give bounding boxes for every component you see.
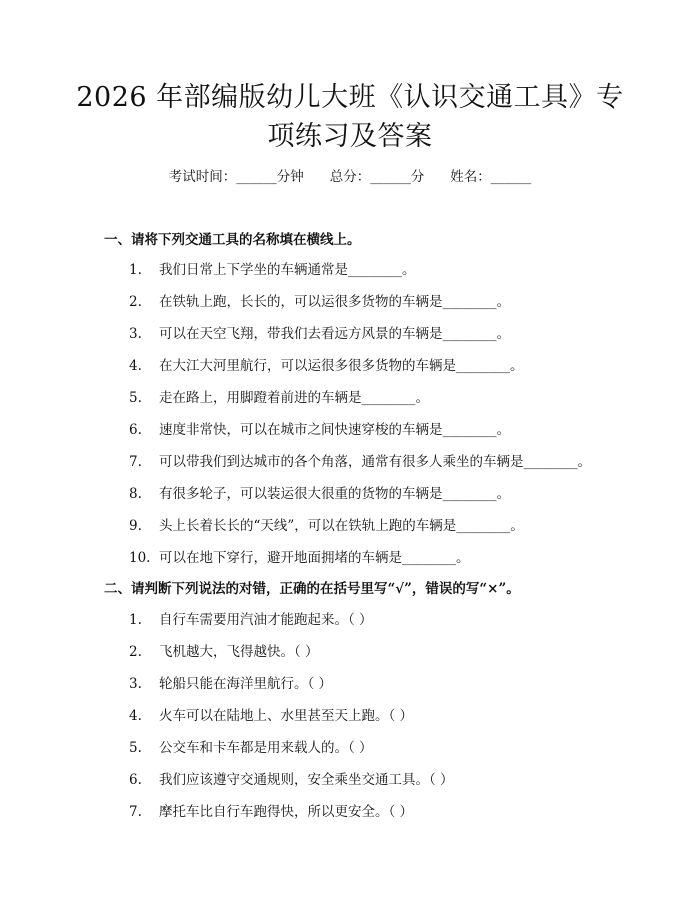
exam-meta (0, 166, 700, 188)
question-item (129, 291, 510, 313)
question-text: 走在路上，用脚蹬着前进的车辆是________。 (159, 390, 429, 406)
question-number: 7. (129, 804, 142, 820)
question-number: 9. (129, 518, 142, 534)
question-text: 我们应该遵守交通规则，安全乘坐交通工具。（ ） (159, 772, 454, 788)
document-title-line-2: 项练习及答案 (267, 121, 433, 152)
question-text: 可以在地下穿行，避开地面拥堵的车辆是________。 (159, 550, 470, 566)
question-item (129, 609, 373, 631)
question-number: 1. (129, 262, 142, 278)
question-text: 我们日常上下学坐的车辆通常是________。 (159, 262, 416, 278)
question-text: 公交车和卡车都是用来载人的。（ ） (159, 740, 373, 756)
question-item (129, 483, 510, 505)
question-number: 6. (129, 422, 142, 438)
question-item (129, 737, 373, 759)
question-number: 3. (129, 676, 142, 692)
question-number: 6. (129, 772, 142, 788)
question-number: 7. (129, 454, 142, 470)
exam-time-field: 考试时间：______分钟 (168, 169, 304, 185)
question-text: 有很多轮子，可以装运很大很重的货物的车辆是________。 (159, 486, 510, 502)
question-item (129, 641, 319, 663)
question-text: 可以在天空飞翔，带我们去看远方风景的车辆是________。 (159, 326, 510, 342)
question-number: 5. (129, 390, 142, 406)
question-number: 4. (129, 708, 142, 724)
exam-score-field: 总分：______分 (329, 169, 425, 185)
question-item (129, 419, 510, 441)
question-item (129, 705, 413, 727)
question-number: 2. (129, 644, 142, 660)
section-2-heading: 二、请判断下列说法的对错，正确的在括号里写“√”，错误的写“×”。 (104, 581, 520, 597)
question-number: 5. (129, 740, 142, 756)
question-text: 飞机越大，飞得越快。（ ） (159, 644, 319, 660)
question-item (129, 387, 429, 409)
question-item (129, 355, 524, 377)
question-item (129, 323, 510, 345)
question-text: 在大江大河里航行，可以运很多很多货物的车辆是________。 (159, 358, 524, 374)
question-number: 1. (129, 612, 142, 628)
question-item (129, 769, 454, 791)
question-item (129, 801, 413, 823)
question-text: 在铁轨上跑，长长的，可以运很多货物的车辆是________。 (159, 294, 510, 310)
question-text: 自行车需要用汽油才能跑起来。（ ） (159, 612, 373, 628)
section-1-heading: 一、请将下列交通工具的名称填在横线上。 (104, 232, 361, 248)
question-number: 10. (129, 550, 151, 566)
question-item (129, 451, 591, 473)
question-text: 轮船只能在海洋里航行。（ ） (159, 676, 333, 692)
question-text: 可以带我们到达城市的各个角落，通常有很多人乘坐的车辆是________。 (159, 454, 591, 470)
question-number: 8. (129, 486, 142, 502)
question-number: 2. (129, 294, 142, 310)
question-text: 头上长着长长的“天线”，可以在铁轨上跑的车辆是________。 (159, 518, 524, 534)
question-number: 4. (129, 358, 142, 374)
question-item (129, 547, 470, 569)
question-item (129, 259, 416, 281)
question-item (129, 515, 524, 537)
question-item (129, 673, 332, 695)
question-text: 速度非常快，可以在城市之间快速穿梭的车辆是________。 (159, 422, 510, 438)
exam-name-field: 姓名：______ (450, 169, 532, 185)
question-text: 火车可以在陆地上、水里甚至天上跑。（ ） (159, 708, 414, 724)
question-text: 摩托车比自行车跑得快，所以更安全。（ ） (159, 804, 414, 820)
document-title-line-1: 2026 年部编版幼儿大班《认识交通工具》专 (76, 82, 624, 113)
question-number: 3. (129, 326, 142, 342)
